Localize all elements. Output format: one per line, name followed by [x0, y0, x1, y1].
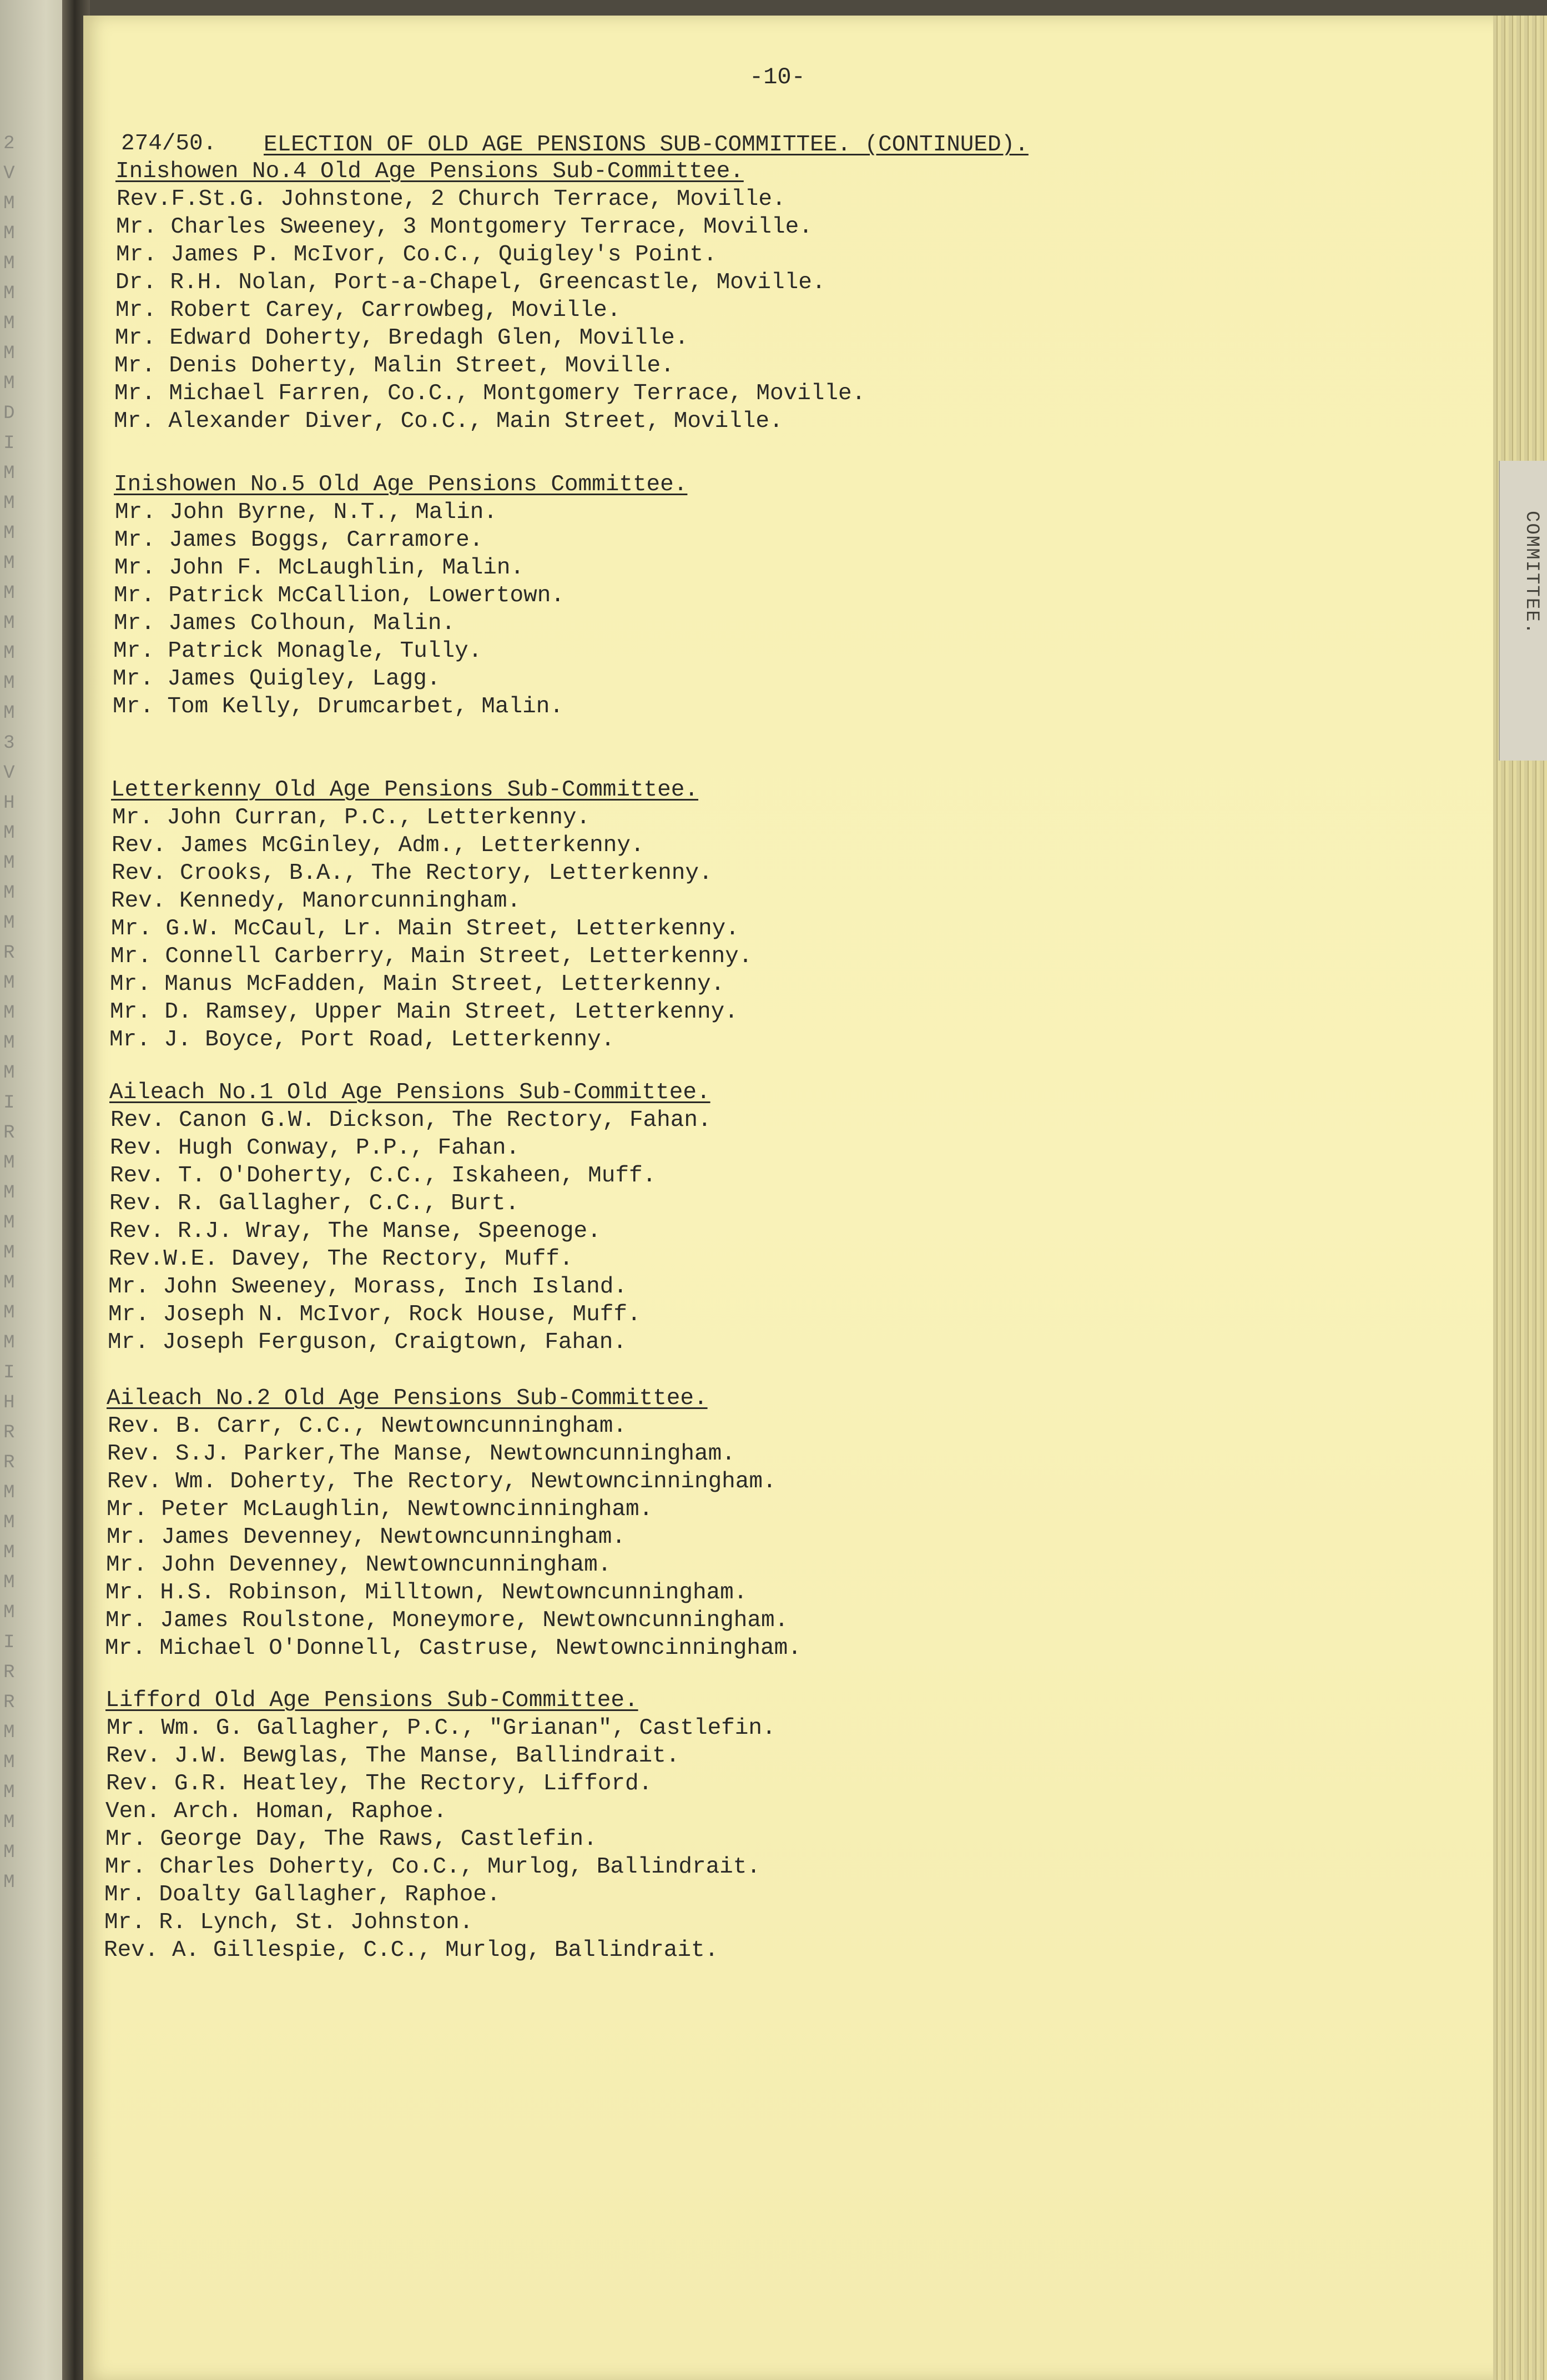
section-heading: Aileach No.1 Old Age Pensions Sub-Committee. — [109, 1080, 710, 1105]
member-entry: Mr. H.S. Robinson, Milltown, Newtowncunningham. — [105, 1580, 748, 1606]
document-title: ELECTION OF OLD AGE PENSIONS SUB-COMMITTEE. (CONTINUED). — [264, 132, 1029, 158]
member-entry: Mr. Charles Sweeney, 3 Montgomery Terrace, Moville. — [116, 214, 813, 240]
member-entry: Rev. S.J. Parker,The Manse, Newtowncunningham. — [107, 1441, 735, 1467]
member-entry: Mr. John Curran, P.C., Letterkenny. — [112, 805, 591, 831]
facing-page-fragment: 3 — [3, 732, 15, 754]
facing-page-fragment: R — [3, 1422, 15, 1444]
member-entry: Mr. George Day, The Raws, Castlefin. — [105, 1826, 597, 1852]
facing-page-fragment: M — [3, 1542, 15, 1564]
facing-page-fragment: V — [3, 762, 15, 784]
facing-page-fragment: M — [3, 1602, 15, 1624]
facing-page-fragment: M — [3, 1272, 15, 1294]
minute-reference: 274/50. — [121, 131, 217, 157]
facing-page-fragment: M — [3, 492, 15, 515]
facing-page-fragment: M — [3, 313, 15, 335]
member-entry: Mr. J. Boyce, Port Road, Letterkenny. — [109, 1027, 615, 1053]
member-entry: Mr. Doalty Gallagher, Raphoe. — [104, 1882, 501, 1908]
facing-page-fragment: D — [3, 402, 15, 425]
typed-document — [83, 16, 1029, 1963]
facing-page-fragment: M — [3, 972, 15, 994]
member-entry: Mr. Alexander Diver, Co.C., Main Street, Moville. — [114, 409, 783, 434]
member-entry: Rev. Canon G.W. Dickson, The Rectory, Fahan. — [110, 1108, 712, 1133]
facing-page-fragment: M — [3, 193, 15, 215]
member-entry: Rev.W.E. Davey, The Rectory, Muff. — [109, 1246, 573, 1272]
facing-page-fragment: M — [3, 1182, 15, 1204]
ledger-page — [83, 16, 1504, 2380]
facing-page-fragment: M — [3, 1032, 15, 1054]
member-entry: Mr. Charles Doherty, Co.C., Murlog, Ballindrait. — [105, 1854, 760, 1880]
member-entry: Mr. Patrick Monagle, Tully. — [113, 638, 482, 664]
facing-page-fragment: M — [3, 373, 15, 395]
member-entry: Rev. T. O'Doherty, C.C., Iskaheen, Muff. — [110, 1163, 657, 1189]
member-entry: Rev. R.J. Wray, The Manse, Speenoge. — [109, 1219, 601, 1244]
facing-page-fragment: M — [3, 1062, 15, 1084]
member-entry: Rev. R. Gallagher, C.C., Burt. — [109, 1191, 520, 1216]
facing-page-fragment: M — [3, 612, 15, 635]
facing-page-fragment: M — [3, 223, 15, 245]
facing-page-fragment: M — [3, 1782, 15, 1804]
facing-page-fragment: M — [3, 522, 15, 545]
member-entry: Mr. Manus McFadden, Main Street, Letterkenny. — [110, 972, 725, 997]
facing-page-fragment: M — [3, 462, 15, 485]
facing-page-fragment: I — [3, 1092, 15, 1114]
facing-page-fragment: V — [3, 163, 15, 185]
facing-page-fragment: M — [3, 822, 15, 844]
section-heading: Lifford Old Age Pensions Sub-Committee. — [105, 1688, 638, 1713]
member-entry: Mr. Robert Carey, Carrowbeg, Moville. — [115, 298, 621, 323]
facing-page-fragment: M — [3, 1841, 15, 1864]
facing-page-fragment: R — [3, 1662, 15, 1684]
facing-page-fragment: R — [3, 1692, 15, 1714]
facing-page-fragment: I — [3, 432, 15, 455]
member-entry: Mr. James Boggs, Carramore. — [114, 527, 483, 553]
section-heading: Inishowen No.5 Old Age Pensions Committee. — [114, 472, 688, 497]
facing-page-fragment: M — [3, 343, 15, 365]
member-entry: Ven. Arch. Homan, Raphoe. — [105, 1799, 447, 1824]
facing-page-fragment: M — [3, 1722, 15, 1744]
member-entry: Rev. Hugh Conway, P.P., Fahan. — [110, 1135, 520, 1161]
section-heading: Aileach No.2 Old Age Pensions Sub-Committee. — [107, 1386, 708, 1411]
member-entry: Mr. Joseph Ferguson, Craigtown, Fahan. — [108, 1330, 627, 1355]
facing-page-fragment: M — [3, 1302, 15, 1324]
member-entry: Rev. Kennedy, Manorcunningham. — [111, 888, 521, 914]
member-entry: Mr. James Roulstone, Moneymore, Newtowncunningham. — [105, 1608, 789, 1633]
member-entry: Rev. B. Carr, C.C., Newtowncunningham. — [108, 1413, 627, 1439]
member-entry: Mr. Michael O'Donnell, Castruse, Newtowncinningham. — [105, 1636, 802, 1661]
member-entry: Mr. Edward Doherty, Bredagh Glen, Moville. — [115, 325, 689, 351]
member-entry: Rev. Wm. Doherty, The Rectory, Newtowncinningham. — [107, 1469, 777, 1495]
facing-page-fragment: I — [3, 1362, 15, 1384]
facing-page-fragment: M — [3, 1002, 15, 1024]
member-entry: Mr. Michael Farren, Co.C., Montgomery Terrace, Moville. — [114, 381, 866, 406]
member-entry: Mr. D. Ramsey, Upper Main Street, Letterkenny. — [110, 999, 738, 1025]
member-entry: Mr. James P. McIvor, Co.C., Quigley's Point. — [116, 242, 717, 268]
page-number: -10- — [749, 64, 805, 90]
facing-page-fragment: M — [3, 702, 15, 724]
facing-page-fragment: I — [3, 1632, 15, 1654]
member-entry: Rev. James McGinley, Adm., Letterkenny. — [112, 833, 644, 858]
member-entry: Rev. A. Gillespie, C.C., Murlog, Ballindrait. — [104, 1938, 719, 1963]
facing-page-fragment: M — [3, 912, 15, 934]
index-tab-label: COMMITTEE. — [1521, 511, 1542, 636]
facing-page-fragment: M — [3, 1812, 15, 1834]
facing-page-fragment: M — [3, 1752, 15, 1774]
member-entry: Mr. Peter McLaughlin, Newtowncinningham. — [107, 1497, 653, 1522]
member-entry: Mr. Denis Doherty, Malin Street, Moville. — [114, 353, 674, 379]
section-heading: Inishowen No.4 Old Age Pensions Sub-Committee. — [115, 159, 744, 184]
facing-page-fragment: M — [3, 253, 15, 275]
member-entry: Rev. J.W. Bewglas, The Manse, Ballindrait. — [106, 1743, 680, 1769]
facing-page-fragment: R — [3, 1452, 15, 1474]
member-entry: Mr. G.W. McCaul, Lr. Main Street, Letterkenny. — [111, 916, 739, 942]
member-entry: Mr. Wm. G. Gallagher, P.C., "Grianan", Castlefin. — [107, 1715, 776, 1741]
member-entry: Mr. John Sweeney, Morass, Inch Island. — [108, 1274, 627, 1300]
member-entry: Mr. James Devenney, Newtowncunningham. — [107, 1524, 626, 1550]
page-stack-edge — [1493, 16, 1547, 2380]
member-entry: Dr. R.H. Nolan, Port-a-Chapel, Greencastle, Moville. — [115, 270, 826, 295]
member-entry: Mr. James Quigley, Lagg. — [113, 666, 441, 692]
facing-page-fragment: M — [3, 1332, 15, 1354]
member-entry: Mr. Joseph N. McIvor, Rock House, Muff. — [108, 1302, 641, 1327]
member-entry: Mr. Tom Kelly, Drumcarbet, Malin. — [113, 694, 563, 719]
facing-page-fragment: M — [3, 1512, 15, 1534]
member-entry: Rev. Crooks, B.A., The Rectory, Letterkenny. — [112, 861, 713, 886]
facing-page-fragment: M — [3, 1152, 15, 1174]
facing-page-fragment: M — [3, 552, 15, 575]
member-entry: Rev.F.St.G. Johnstone, 2 Church Terrace, Moville. — [117, 187, 786, 212]
facing-page-fragment: M — [3, 882, 15, 904]
member-entry: Mr. Patrick McCallion, Lowertown. — [114, 583, 565, 608]
facing-page-fragment: R — [3, 942, 15, 964]
facing-page-fragment: M — [3, 672, 15, 695]
facing-page-fragment: H — [3, 1392, 15, 1414]
facing-page-fragment: M — [3, 852, 15, 874]
facing-page-fragment: H — [3, 792, 15, 814]
member-entry: Mr. James Colhoun, Malin. — [114, 611, 456, 636]
facing-page-fragment: M — [3, 582, 15, 605]
member-entry: Mr. John Byrne, N.T., Malin. — [115, 500, 497, 525]
member-entry: Mr. Connell Carberry, Main Street, Letterkenny. — [110, 944, 753, 969]
facing-page-fragment: 2 — [3, 133, 15, 155]
facing-page-fragment: M — [3, 642, 15, 665]
facing-page-fragment: M — [3, 1871, 15, 1894]
member-entry: Mr. R. Lynch, St. Johnston. — [104, 1910, 473, 1935]
member-entry: Mr. John F. McLaughlin, Malin. — [114, 555, 525, 581]
facing-page-fragment: M — [3, 1572, 15, 1594]
facing-page-fragment: M — [3, 1212, 15, 1234]
facing-page-fragment: M — [3, 1482, 15, 1504]
facing-page-fragment: R — [3, 1122, 15, 1144]
facing-page-fragment: M — [3, 1242, 15, 1264]
member-entry: Rev. G.R. Heatley, The Rectory, Lifford. — [106, 1771, 653, 1797]
member-entry: Mr. John Devenney, Newtowncunningham. — [106, 1552, 612, 1578]
facing-page-fragment: M — [3, 283, 15, 305]
section-heading: Letterkenny Old Age Pensions Sub-Committee. — [111, 777, 698, 803]
